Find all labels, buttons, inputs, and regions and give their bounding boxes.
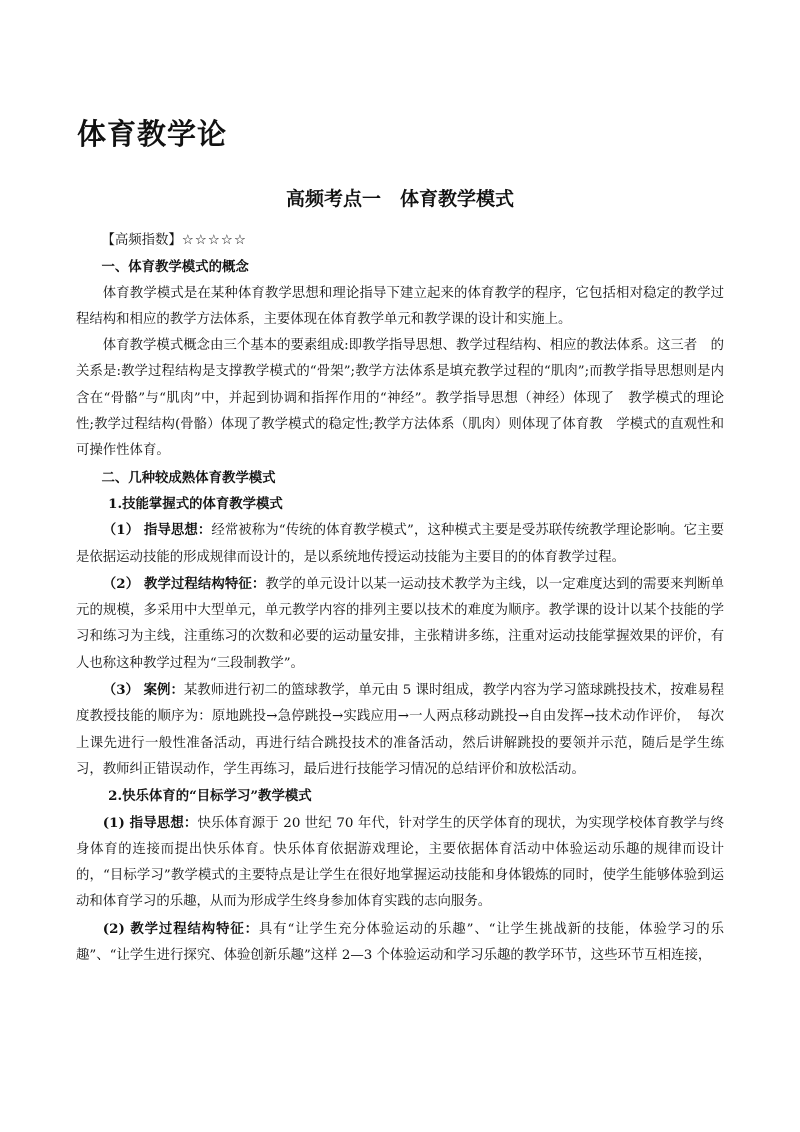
subheading-skill-model: 1.技能掌握式的体育教学模式 — [108, 495, 283, 512]
subheading-happy-pe-model: 2.快乐体育的“目标学习”教学模式 — [108, 788, 312, 805]
item-text: 经常被称为“传统的体育教学模式”，这种模式主要是受苏联传统教学理论影响。它主要是依据运动技能的形成规律而设计的，是以系统地传授运动技能为主要目的的体育教学过程。 — [76, 523, 724, 565]
item-text: 教学的单元设计以某一运动技术教学为主线，以一定难度达到的需要来判断单元的规模，多采用中大型单元，单元教学内容的排列主要以技术的难度为顺序。教学课的设计以某个技能的学习和练习为主线，注重练习的次数和必要的运动量安排，主张精讲多练，注重对运动技能掌握效果的评价，有人也称这种教学过程为“三段制教学”。 — [76, 576, 724, 671]
item-lead: (2) 教学过程结构特征： — [102, 920, 259, 937]
document-body — [76, 228, 724, 969]
frequency-label: 【高频指数】 — [101, 233, 182, 248]
heading-concept: 一、体育教学模式的概念 — [101, 259, 249, 276]
item-lead: (1) 指导思想： — [102, 814, 198, 831]
paragraph-guiding-thought-1 — [76, 517, 724, 571]
item-text: 具有“让学生充分体验运动的乐趣”、“让学生挑战新的技能，体验学习的乐趣”、“让学生进行探究、体验创新乐趣”这样 2—3 个体验运动和学习乐趣的教学环节，这些环节互相连接， — [76, 921, 724, 964]
item-lead: （1） 指导思想： — [102, 522, 212, 539]
item-text: 快乐体育源于 20 世纪 70 年代，针对学生的厌学体育的现状，为实现学校体育教学与终身体育的连接而提出快乐体育。快乐体育依据游戏理论，主要依据体育活动中体验运动乐趣的规律而设计的，“目标学习”教学模式的主要特点是让学生在很好地掌握运动技能和身体锻炼的同时，使学生能够体验到运动和体育学习的乐趣，从而为形成学生终身参加体育实践的志向服务。 — [76, 815, 724, 910]
frequency-index — [76, 228, 724, 254]
paragraph-definition: 体育教学模式是在某种体育教学思想和理论指导下建立起来的体育教学的程序，它包括相对稳定的教学过程结构和相应的教学方法体系，主要体现在体育教学单元和教学课的设计和实施上。 — [76, 285, 724, 327]
item-lead: （2） 教学过程结构特征： — [102, 575, 266, 592]
document-title: 体育教学论 — [77, 117, 228, 151]
paragraph-case — [76, 677, 724, 783]
heading-models: 二、几种较成熟体育教学模式 — [101, 469, 276, 486]
paragraph-elements: 体育教学模式概念由三个基本的要素组成:即教学指导思想、教学过程结构、相应的教法体系。这三者 的关系是:教学过程结构是支撑教学模式的“骨架”;教学方法体系是填充教学过程的“肌肉”;而教学指导思想则是内含在“骨骼”与“肌肉”中，并起到协调和指挥作用的“神经”。教学指导思想（神经）体现了 教学模式的理论性;教学过程结构(骨骼）体现了教学模式的稳定性;教学方法体系（肌肉）则体现了体育教 学模式的直观性和可操作性体育。 — [76, 338, 724, 459]
item-lead: （3） 案例： — [102, 682, 184, 699]
paragraph-process-structure-2 — [76, 916, 724, 970]
paragraph-process-structure-1 — [76, 571, 724, 677]
paragraph-guiding-thought-2 — [76, 810, 724, 916]
item-text: 某教师进行初二的篮球教学，单元由 5 课时组成，教学内容为学习篮球跳投技术，按难易程度教授技能的顺序为：原地跳投→急停跳投→实践应用→一人两点移动跳投→自由发挥→技术动作评价， 每次上课先进行一般性准备活动，再进行结合跳投技术的准备活动，然后讲解跳投的要领并示范，随后是学生练习，教师纠正错误动作，学生再练习，最后进行技能学习情况的总结评价和放松活动。 — [76, 683, 725, 777]
section-title: 高频考点一 体育教学模式 — [285, 188, 514, 210]
star-rating: ☆☆☆☆☆ — [181, 233, 247, 248]
